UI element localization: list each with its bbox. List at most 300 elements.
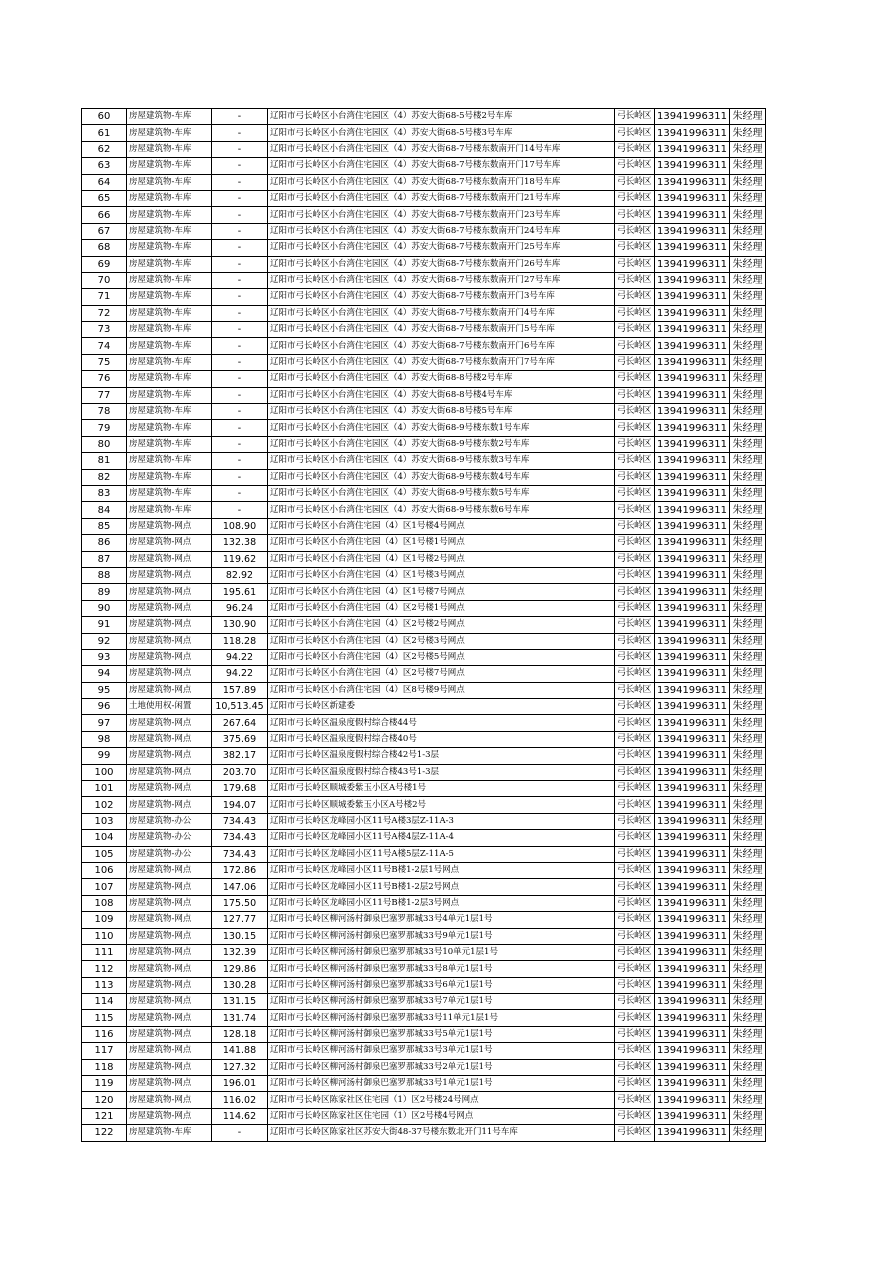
row-number: 110 [82, 928, 127, 944]
row-number: 93 [82, 649, 127, 665]
contact-name: 朱经理 [730, 502, 766, 518]
contact-name: 朱经理 [730, 781, 766, 797]
asset-type: 房屋建筑物-网点 [127, 715, 212, 731]
asset-type: 房屋建筑物-车库 [127, 158, 212, 174]
row-number: 117 [82, 1043, 127, 1059]
contact-name: 朱经理 [730, 272, 766, 288]
area-value: 94.22 [212, 666, 268, 682]
phone-number: 13941996311 [655, 682, 730, 698]
row-number: 60 [82, 109, 127, 125]
district: 弓长岭区 [615, 1026, 655, 1042]
phone-number: 13941996311 [655, 502, 730, 518]
area-value: 82.92 [212, 567, 268, 583]
district: 弓长岭区 [615, 338, 655, 354]
contact-name: 朱经理 [730, 699, 766, 715]
row-number: 65 [82, 190, 127, 206]
address: 辽阳市弓长岭区小台湾住宅园区（4）苏安大街68-7号楼东数南开门4号车库 [268, 305, 615, 321]
district: 弓长岭区 [615, 322, 655, 338]
asset-type: 房屋建筑物-网点 [127, 584, 212, 600]
contact-name: 朱经理 [730, 190, 766, 206]
contact-name: 朱经理 [730, 862, 766, 878]
contact-name: 朱经理 [730, 846, 766, 862]
area-value: 147.06 [212, 879, 268, 895]
district: 弓长岭区 [615, 764, 655, 780]
address: 辽阳市弓长岭区顺城委紫玉小区A号楼2号 [268, 797, 615, 813]
area-value: 114.62 [212, 1108, 268, 1124]
district: 弓长岭区 [615, 748, 655, 764]
table-row [82, 682, 766, 698]
address: 辽阳市弓长岭区小台湾住宅园区（4）苏安大街68-7号楼东数南开门17号车库 [268, 158, 615, 174]
asset-type: 房屋建筑物-车库 [127, 469, 212, 485]
table-row [82, 158, 766, 174]
asset-type: 房屋建筑物-车库 [127, 109, 212, 125]
row-number: 122 [82, 1125, 127, 1141]
contact-name: 朱经理 [730, 158, 766, 174]
asset-type: 房屋建筑物-车库 [127, 420, 212, 436]
phone-number: 13941996311 [655, 469, 730, 485]
district: 弓长岭区 [615, 387, 655, 403]
address: 辽阳市弓长岭区陈家社区住宅园（1）区2号楼24号网点 [268, 1092, 615, 1108]
district: 弓长岭区 [615, 1059, 655, 1075]
table-row [82, 944, 766, 960]
phone-number: 13941996311 [655, 420, 730, 436]
area-value: 375.69 [212, 731, 268, 747]
asset-type: 房屋建筑物-办公 [127, 813, 212, 829]
asset-type: 房屋建筑物-网点 [127, 862, 212, 878]
district: 弓长岭区 [615, 879, 655, 895]
phone-number: 13941996311 [655, 338, 730, 354]
phone-number: 13941996311 [655, 158, 730, 174]
phone-number: 13941996311 [655, 813, 730, 829]
phone-number: 13941996311 [655, 109, 730, 125]
row-number: 67 [82, 223, 127, 239]
address: 辽阳市弓长岭区小台湾住宅园区（4）苏安大街68-9号楼东数6号车库 [268, 502, 615, 518]
row-number: 113 [82, 977, 127, 993]
table-row [82, 305, 766, 321]
district: 弓长岭区 [615, 633, 655, 649]
contact-name: 朱经理 [730, 387, 766, 403]
address: 辽阳市弓长岭区小台湾住宅园（4）区8号楼9号网点 [268, 682, 615, 698]
contact-name: 朱经理 [730, 633, 766, 649]
asset-type: 房屋建筑物-办公 [127, 830, 212, 846]
area-value: 195.61 [212, 584, 268, 600]
address: 辽阳市弓长岭区龙峰园小区11号B楼1-2层2号网点 [268, 879, 615, 895]
phone-number: 13941996311 [655, 895, 730, 911]
address: 辽阳市弓长岭区小台湾住宅园区（4）苏安大街68-5号楼2号车库 [268, 109, 615, 125]
table-row [82, 977, 766, 993]
row-number: 86 [82, 535, 127, 551]
phone-number: 13941996311 [655, 141, 730, 157]
row-number: 78 [82, 404, 127, 420]
address: 辽阳市弓长岭区小台湾住宅园区（4）苏安大街68-7号楼东数南开门7号车库 [268, 354, 615, 370]
row-number: 82 [82, 469, 127, 485]
address: 辽阳市弓长岭区小台湾住宅园区（4）苏安大街68-7号楼东数南开门21号车库 [268, 190, 615, 206]
asset-type: 房屋建筑物-车库 [127, 371, 212, 387]
area-value: - [212, 289, 268, 305]
asset-type: 房屋建筑物-网点 [127, 928, 212, 944]
area-value: - [212, 272, 268, 288]
contact-name: 朱经理 [730, 240, 766, 256]
asset-type: 房屋建筑物-网点 [127, 535, 212, 551]
area-value: 157.89 [212, 682, 268, 698]
district: 弓长岭区 [615, 1043, 655, 1059]
row-number: 77 [82, 387, 127, 403]
row-number: 109 [82, 912, 127, 928]
district: 弓长岭区 [615, 862, 655, 878]
asset-type: 房屋建筑物-网点 [127, 781, 212, 797]
row-number: 112 [82, 961, 127, 977]
district: 弓长岭区 [615, 371, 655, 387]
asset-type: 房屋建筑物-网点 [127, 1059, 212, 1075]
phone-number: 13941996311 [655, 649, 730, 665]
area-value: - [212, 387, 268, 403]
address: 辽阳市弓长岭区小台湾住宅园区（4）苏安大街68-7号楼东数南开门27号车库 [268, 272, 615, 288]
table-row [82, 420, 766, 436]
area-value: 179.68 [212, 781, 268, 797]
area-value: - [212, 174, 268, 190]
contact-name: 朱经理 [730, 469, 766, 485]
area-value: 382.17 [212, 748, 268, 764]
contact-name: 朱经理 [730, 600, 766, 616]
table-row [82, 879, 766, 895]
district: 弓长岭区 [615, 174, 655, 190]
phone-number: 13941996311 [655, 862, 730, 878]
area-value: 127.77 [212, 912, 268, 928]
asset-type: 房屋建筑物-网点 [127, 666, 212, 682]
district: 弓长岭区 [615, 289, 655, 305]
table-row [82, 485, 766, 501]
area-value: 734.43 [212, 830, 268, 846]
area-value: - [212, 305, 268, 321]
row-number: 66 [82, 207, 127, 223]
address: 辽阳市弓长岭区温泉度假村综合楼40号 [268, 731, 615, 747]
district: 弓长岭区 [615, 666, 655, 682]
phone-number: 13941996311 [655, 731, 730, 747]
asset-type: 房屋建筑物-车库 [127, 436, 212, 452]
asset-type: 房屋建筑物-网点 [127, 731, 212, 747]
district: 弓长岭区 [615, 240, 655, 256]
asset-type: 房屋建筑物-网点 [127, 748, 212, 764]
district: 弓长岭区 [615, 469, 655, 485]
row-number: 70 [82, 272, 127, 288]
area-value: - [212, 485, 268, 501]
asset-type: 房屋建筑物-网点 [127, 1108, 212, 1124]
row-number: 76 [82, 371, 127, 387]
row-number: 101 [82, 781, 127, 797]
asset-type: 土地使用权-闲置 [127, 699, 212, 715]
contact-name: 朱经理 [730, 518, 766, 534]
row-number: 80 [82, 436, 127, 452]
row-number: 95 [82, 682, 127, 698]
address: 辽阳市弓长岭区小台湾住宅园区（4）苏安大街68-7号楼东数南开门26号车库 [268, 256, 615, 272]
area-value: 130.28 [212, 977, 268, 993]
phone-number: 13941996311 [655, 830, 730, 846]
contact-name: 朱经理 [730, 1043, 766, 1059]
area-value: - [212, 354, 268, 370]
area-value: 141.88 [212, 1043, 268, 1059]
area-value: - [212, 190, 268, 206]
contact-name: 朱经理 [730, 305, 766, 321]
contact-name: 朱经理 [730, 797, 766, 813]
table-row [82, 551, 766, 567]
phone-number: 13941996311 [655, 289, 730, 305]
row-number: 71 [82, 289, 127, 305]
table-row [82, 764, 766, 780]
district: 弓长岭区 [615, 354, 655, 370]
asset-type: 房屋建筑物-车库 [127, 354, 212, 370]
asset-type: 房屋建筑物-网点 [127, 551, 212, 567]
table-row [82, 781, 766, 797]
phone-number: 13941996311 [655, 567, 730, 583]
asset-type: 房屋建筑物-网点 [127, 617, 212, 633]
contact-name: 朱经理 [730, 994, 766, 1010]
contact-name: 朱经理 [730, 485, 766, 501]
table-row [82, 1125, 766, 1141]
asset-type: 房屋建筑物-网点 [127, 879, 212, 895]
row-number: 94 [82, 666, 127, 682]
district: 弓长岭区 [615, 895, 655, 911]
address: 辽阳市弓长岭区陈家社区住宅园（1）区2号楼4号网点 [268, 1108, 615, 1124]
asset-type: 房屋建筑物-网点 [127, 518, 212, 534]
row-number: 114 [82, 994, 127, 1010]
address: 辽阳市弓长岭区柳河汤村御泉巴塞罗那城33号6单元1层1号 [268, 977, 615, 993]
contact-name: 朱经理 [730, 879, 766, 895]
table-row [82, 272, 766, 288]
table-row [82, 289, 766, 305]
table-row [82, 141, 766, 157]
table-row [82, 928, 766, 944]
area-value: 119.62 [212, 551, 268, 567]
area-value: - [212, 109, 268, 125]
table-row [82, 912, 766, 928]
asset-type: 房屋建筑物-车库 [127, 404, 212, 420]
address: 辽阳市弓长岭区龙峰园小区11号B楼1-2层3号网点 [268, 895, 615, 911]
district: 弓长岭区 [615, 699, 655, 715]
contact-name: 朱经理 [730, 977, 766, 993]
asset-type: 房屋建筑物-车库 [127, 207, 212, 223]
area-value: - [212, 223, 268, 239]
phone-number: 13941996311 [655, 781, 730, 797]
contact-name: 朱经理 [730, 1076, 766, 1092]
district: 弓长岭区 [615, 305, 655, 321]
row-number: 111 [82, 944, 127, 960]
asset-type: 房屋建筑物-网点 [127, 600, 212, 616]
area-value: - [212, 1125, 268, 1141]
contact-name: 朱经理 [730, 453, 766, 469]
address: 辽阳市弓长岭区温泉度假村综合楼44号 [268, 715, 615, 731]
district: 弓长岭区 [615, 944, 655, 960]
row-number: 73 [82, 322, 127, 338]
table-row [82, 584, 766, 600]
phone-number: 13941996311 [655, 371, 730, 387]
row-number: 83 [82, 485, 127, 501]
address: 辽阳市弓长岭区小台湾住宅园（4）区1号楼7号网点 [268, 584, 615, 600]
row-number: 107 [82, 879, 127, 895]
district: 弓长岭区 [615, 961, 655, 977]
area-value: - [212, 158, 268, 174]
area-value: - [212, 125, 268, 141]
contact-name: 朱经理 [730, 830, 766, 846]
address: 辽阳市弓长岭区小台湾住宅园（4）区1号楼3号网点 [268, 567, 615, 583]
contact-name: 朱经理 [730, 584, 766, 600]
contact-name: 朱经理 [730, 174, 766, 190]
area-value: 128.18 [212, 1026, 268, 1042]
asset-type: 房屋建筑物-车库 [127, 174, 212, 190]
table-row [82, 502, 766, 518]
address: 辽阳市弓长岭区柳河汤村御泉巴塞罗那城33号2单元1层1号 [268, 1059, 615, 1075]
address: 辽阳市弓长岭区新建委 [268, 699, 615, 715]
table-row [82, 404, 766, 420]
row-number: 106 [82, 862, 127, 878]
phone-number: 13941996311 [655, 223, 730, 239]
address: 辽阳市弓长岭区柳河汤村御泉巴塞罗那城33号7单元1层1号 [268, 994, 615, 1010]
table-row [82, 322, 766, 338]
district: 弓长岭区 [615, 912, 655, 928]
phone-number: 13941996311 [655, 928, 730, 944]
asset-table-body [82, 109, 766, 1142]
address: 辽阳市弓长岭区柳河汤村御泉巴塞罗那城33号10单元1层1号 [268, 944, 615, 960]
phone-number: 13941996311 [655, 1026, 730, 1042]
asset-type: 房屋建筑物-车库 [127, 322, 212, 338]
address: 辽阳市弓长岭区小台湾住宅园（4）区2号楼2号网点 [268, 617, 615, 633]
asset-type: 房屋建筑物-车库 [127, 125, 212, 141]
asset-type: 房屋建筑物-车库 [127, 485, 212, 501]
contact-name: 朱经理 [730, 1092, 766, 1108]
contact-name: 朱经理 [730, 715, 766, 731]
table-row [82, 600, 766, 616]
table-row [82, 666, 766, 682]
area-value: 10,513.45 [212, 699, 268, 715]
area-value: - [212, 207, 268, 223]
area-value: 130.15 [212, 928, 268, 944]
row-number: 119 [82, 1076, 127, 1092]
table-row [82, 240, 766, 256]
phone-number: 13941996311 [655, 1076, 730, 1092]
row-number: 108 [82, 895, 127, 911]
asset-type: 房屋建筑物-车库 [127, 305, 212, 321]
table-row [82, 830, 766, 846]
area-value: - [212, 141, 268, 157]
district: 弓长岭区 [615, 404, 655, 420]
table-row [82, 1092, 766, 1108]
area-value: - [212, 322, 268, 338]
contact-name: 朱经理 [730, 322, 766, 338]
asset-type: 房屋建筑物-车库 [127, 1125, 212, 1141]
contact-name: 朱经理 [730, 813, 766, 829]
area-value: - [212, 404, 268, 420]
address: 辽阳市弓长岭区小台湾住宅园（4）区1号楼1号网点 [268, 535, 615, 551]
asset-type: 房屋建筑物-网点 [127, 994, 212, 1010]
address: 辽阳市弓长岭区小台湾住宅园（4）区1号楼4号网点 [268, 518, 615, 534]
address: 辽阳市弓长岭区小台湾住宅园区（4）苏安大街68-8号楼4号车库 [268, 387, 615, 403]
phone-number: 13941996311 [655, 764, 730, 780]
address: 辽阳市弓长岭区柳河汤村御泉巴塞罗那城33号11单元1层1号 [268, 1010, 615, 1026]
contact-name: 朱经理 [730, 731, 766, 747]
district: 弓长岭区 [615, 649, 655, 665]
row-number: 84 [82, 502, 127, 518]
address: 辽阳市弓长岭区小台湾住宅园区（4）苏安大街68-7号楼东数南开门6号车库 [268, 338, 615, 354]
phone-number: 13941996311 [655, 387, 730, 403]
table-row [82, 1043, 766, 1059]
area-value: 132.39 [212, 944, 268, 960]
table-row [82, 469, 766, 485]
table-row [82, 715, 766, 731]
district: 弓长岭区 [615, 158, 655, 174]
contact-name: 朱经理 [730, 1059, 766, 1075]
row-number: 85 [82, 518, 127, 534]
asset-type: 房屋建筑物-车库 [127, 240, 212, 256]
phone-number: 13941996311 [655, 436, 730, 452]
row-number: 63 [82, 158, 127, 174]
district: 弓长岭区 [615, 1010, 655, 1026]
asset-type: 房屋建筑物-网点 [127, 1043, 212, 1059]
area-value: 734.43 [212, 846, 268, 862]
row-number: 61 [82, 125, 127, 141]
row-number: 81 [82, 453, 127, 469]
table-row [82, 1026, 766, 1042]
table-row [82, 699, 766, 715]
contact-name: 朱经理 [730, 223, 766, 239]
contact-name: 朱经理 [730, 420, 766, 436]
phone-number: 13941996311 [655, 912, 730, 928]
address: 辽阳市弓长岭区柳河汤村御泉巴塞罗那城33号9单元1层1号 [268, 928, 615, 944]
address: 辽阳市弓长岭区小台湾住宅园区（4）苏安大街68-9号楼东数4号车库 [268, 469, 615, 485]
phone-number: 13941996311 [655, 190, 730, 206]
area-value: - [212, 502, 268, 518]
district: 弓长岭区 [615, 682, 655, 698]
table-row [82, 895, 766, 911]
table-row [82, 649, 766, 665]
asset-type: 房屋建筑物-网点 [127, 764, 212, 780]
contact-name: 朱经理 [730, 895, 766, 911]
address: 辽阳市弓长岭区龙峰园小区11号A楼3层Z-11A-3 [268, 813, 615, 829]
phone-number: 13941996311 [655, 272, 730, 288]
row-number: 62 [82, 141, 127, 157]
table-row [82, 862, 766, 878]
asset-type: 房屋建筑物-车库 [127, 190, 212, 206]
area-value: 129.86 [212, 961, 268, 977]
district: 弓长岭区 [615, 715, 655, 731]
district: 弓长岭区 [615, 567, 655, 583]
district: 弓长岭区 [615, 994, 655, 1010]
area-value: 108.90 [212, 518, 268, 534]
address: 辽阳市弓长岭区小台湾住宅园区（4）苏安大街68-9号楼东数5号车库 [268, 485, 615, 501]
address: 辽阳市弓长岭区小台湾住宅园（4）区1号楼2号网点 [268, 551, 615, 567]
row-number: 72 [82, 305, 127, 321]
district: 弓长岭区 [615, 485, 655, 501]
phone-number: 13941996311 [655, 305, 730, 321]
district: 弓长岭区 [615, 109, 655, 125]
address: 辽阳市弓长岭区龙峰园小区11号B楼1-2层1号网点 [268, 862, 615, 878]
area-value: 175.50 [212, 895, 268, 911]
contact-name: 朱经理 [730, 748, 766, 764]
address: 辽阳市弓长岭区小台湾住宅园（4）区2号楼3号网点 [268, 633, 615, 649]
area-value: 734.43 [212, 813, 268, 829]
row-number: 115 [82, 1010, 127, 1026]
district: 弓长岭区 [615, 502, 655, 518]
area-value: 203.70 [212, 764, 268, 780]
phone-number: 13941996311 [655, 1092, 730, 1108]
address: 辽阳市弓长岭区小台湾住宅园（4）区2号楼1号网点 [268, 600, 615, 616]
area-value: 131.74 [212, 1010, 268, 1026]
table-row [82, 567, 766, 583]
row-number: 69 [82, 256, 127, 272]
phone-number: 13941996311 [655, 1125, 730, 1141]
asset-type: 房屋建筑物-网点 [127, 797, 212, 813]
contact-name: 朱经理 [730, 109, 766, 125]
asset-type: 房屋建筑物-网点 [127, 912, 212, 928]
row-number: 102 [82, 797, 127, 813]
